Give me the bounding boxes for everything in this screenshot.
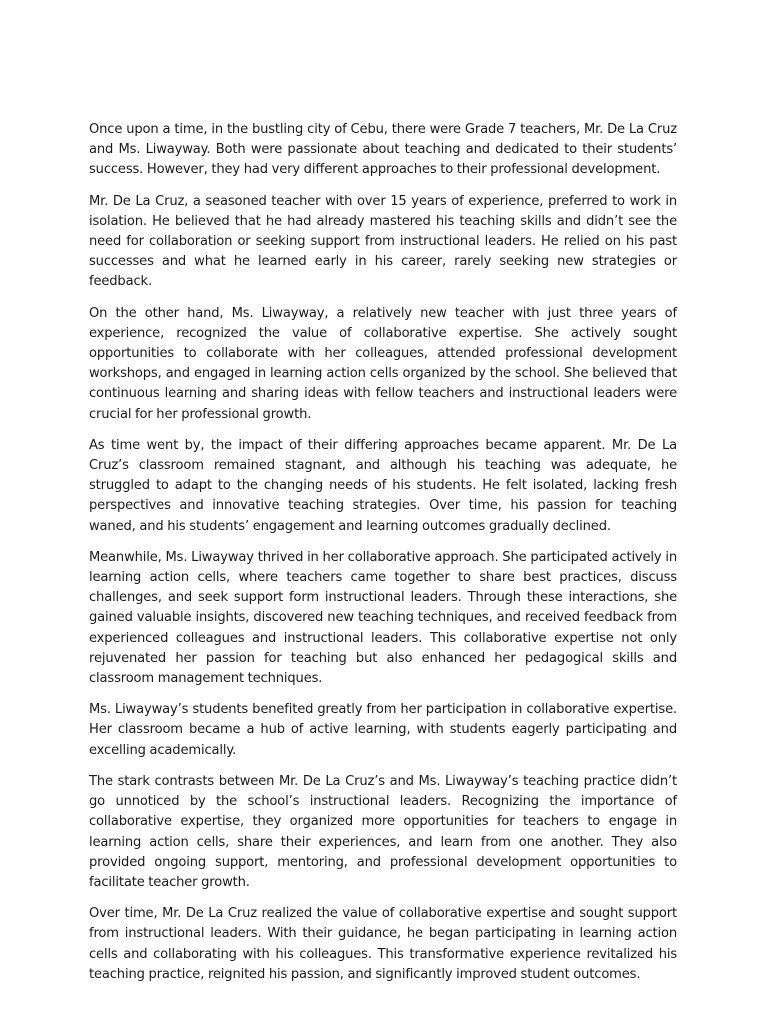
paragraph-cebu-intro: Once upon a time, in the bustling city of Cebu, there were Grade 7 teachers, Mr. De La Cruz and Ms. Liwayway. Both were passionate about teaching and dedicated to their students’ success. However, they had very different approaches to their professional development. [89, 122, 677, 178]
paragraph-differing-impact: As time went by, the impact of their differing approaches became apparent. Mr. De La Cruz’s classroom remained stagnant, and although his teaching was adequate, he struggled to adapt to the changing needs of his students. He felt isolated, lacking fresh perspectives and innovative teaching strategies. Over time, his passion for teaching waned, and his students’ engagement and learning outcomes gradually declined. [89, 437, 677, 534]
document-page [89, 120, 677, 996]
paragraph-de-la-cruz-isolation: Mr. De La Cruz, a seasoned teacher with over 15 years of experience, preferred to work in isolation. He believed that he had already mastered his teaching skills and didn’t see the need for collaboration or seeking support from instructional leaders. He relied on his past successes and what he learned early in his career, rarely seeking new strategies or feedback. [89, 193, 677, 290]
paragraph-instructional-leaders: The stark contrasts between Mr. De La Cruz’s and Ms. Liwayway’s teaching practice didn’t go unnoticed by the school’s instructional leaders. Recognizing the importance of collaborative expertise, they organized more opportunities for teachers to engage in learning action cells, share their experiences, and learn from one another. They also provided ongoing support, mentoring, and professional development opportunities to facilitate teacher growth. [89, 773, 677, 890]
paragraph-students-benefited: Ms. Liwayway’s students benefited greatly from her participation in collaborative expertise. Her classroom became a hub of active learning, with students eagerly participating and excelling academically. [89, 702, 677, 758]
paragraph-liwayway-thrived: Meanwhile, Ms. Liwayway thrived in her collaborative approach. She participated actively in learning action cells, where teachers came together to share best practices, discuss challenges, and seek support form instructional leaders. Through these interactions, she gained valuable insights, discovered new teaching techniques, and received feedback from experienced colleagues and instructional leaders. This collaborative expertise not only rejuvenated her passion for teaching but also enhanced her pedagogical skills and classroom management techniques. [89, 549, 677, 687]
paragraph-conclusion: Over time, Mr. De La Cruz realized the value of collaborative expertise and sought support from instructional leaders. With their guidance, he began participating in learning action cells and collaborating with his colleagues. This transformative experience revitalized his teaching practice, reignited his passion, and significantly improved student outcomes. [89, 906, 677, 982]
paragraph-liwayway-collaboration: On the other hand, Ms. Liwayway, a relatively new teacher with just three years of experience, recognized the value of collaborative expertise. She actively sought opportunities to collaborate with her colleagues, attended professional development workshops, and engaged in learning action cells organized by the school. She believed that continuous learning and sharing ideas with fellow teachers and instructional leaders were crucial for her professional growth. [89, 305, 677, 422]
